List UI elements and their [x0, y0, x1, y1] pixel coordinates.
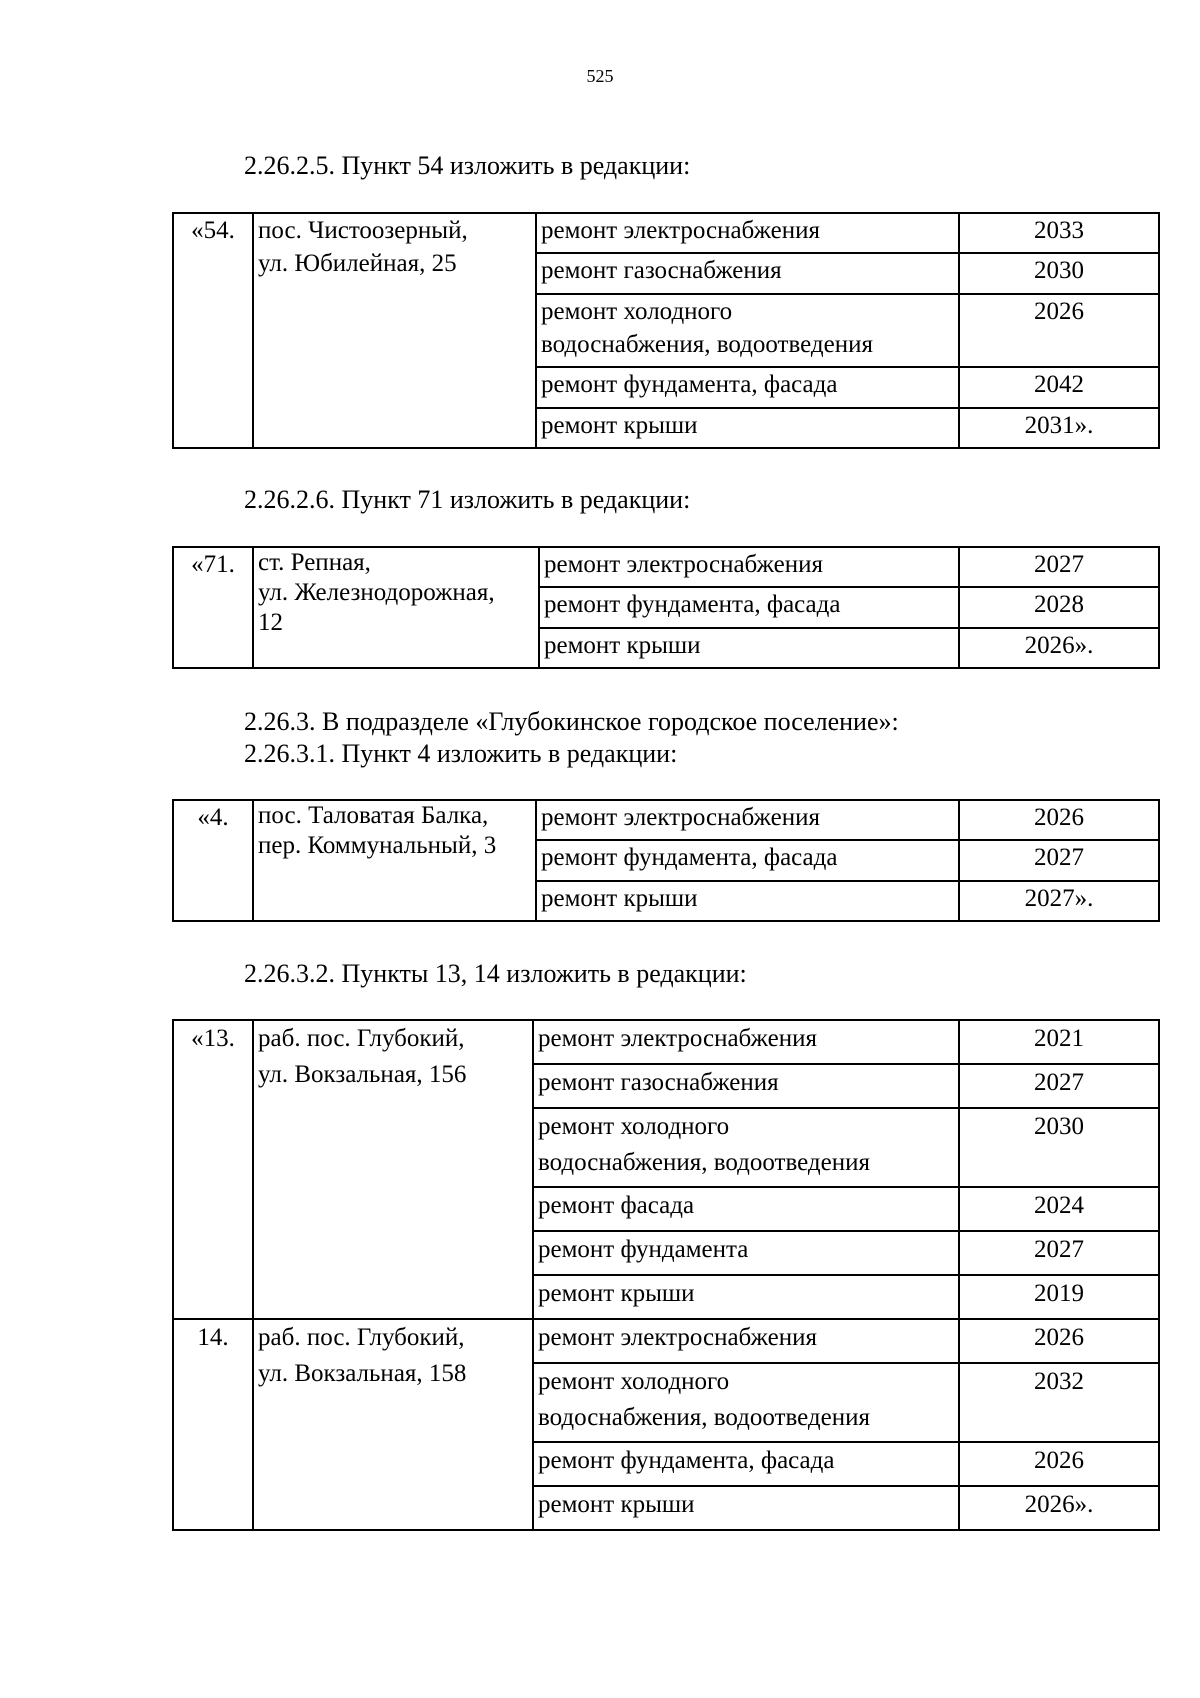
section-4-heading: 2.26.3.2. Пункты 13, 14 изложить в редакции:: [244, 959, 747, 988]
work-name: ремонт фундамента, фасада: [536, 840, 959, 881]
work-name: ремонт газоснабжения: [533, 1064, 959, 1108]
item-number: «71.: [173, 547, 253, 668]
work-year: 2019: [959, 1275, 1159, 1319]
work-year: 2027: [959, 840, 1159, 881]
work-name: ремонт электроснабжения: [536, 800, 959, 840]
work-year: 2028: [959, 587, 1159, 628]
address-line: пер. Коммунальный, 3: [258, 832, 497, 859]
work-year: 2026: [959, 1442, 1159, 1486]
work-name: ремонт крыши: [536, 408, 959, 448]
work-year: 2033: [959, 213, 1159, 253]
work-name-line: ремонт холодного: [541, 298, 733, 325]
section-4-table: [172, 1019, 1160, 1531]
item-number: «13.: [173, 1020, 253, 1319]
address-cell: [253, 1020, 533, 1319]
work-name: ремонт крыши: [533, 1486, 959, 1530]
table-row: [173, 800, 1159, 840]
work-year: 2032: [959, 1363, 1159, 1442]
work-name: ремонт фундамента: [533, 1231, 959, 1275]
work-name: ремонт электроснабжения: [536, 213, 959, 253]
work-year: 2027: [959, 1064, 1159, 1108]
address-line: пос. Таловатая Балка,: [258, 802, 489, 829]
address-line: ул. Юбилейная, 25: [258, 250, 457, 277]
address-cell: [253, 800, 536, 921]
work-name: ремонт фундамента, фасада: [539, 587, 959, 628]
section-3-heading: 2.26.3. В подразделе «Глубокинское городское поселение»:: [244, 707, 899, 736]
section-1-heading: 2.26.2.5. Пункт 54 изложить в редакции:: [244, 151, 691, 180]
work-name: ремонт крыши: [536, 881, 959, 921]
work-year: 2030: [959, 253, 1159, 294]
table-row: [173, 547, 1159, 587]
section-2-heading: 2.26.2.6. Пункт 71 изложить в редакции:: [244, 485, 691, 514]
address-line: ул. Вокзальная, 156: [258, 1061, 467, 1088]
work-name-line: водоснабжения, водоотведения: [538, 1404, 870, 1431]
page-number: 525: [586, 66, 614, 86]
work-year: 2030: [959, 1108, 1159, 1187]
address-line: пос. Чистоозерный,: [258, 217, 468, 244]
work-name-line: водоснабжения, водоотведения: [538, 1149, 870, 1176]
table-row: [173, 1020, 1159, 1064]
work-name: ремонт крыши: [533, 1275, 959, 1319]
address-cell: [253, 547, 539, 668]
item-number: «54.: [173, 213, 253, 448]
address-line: раб. пос. Глубокий,: [258, 1324, 465, 1351]
work-name: ремонт газоснабжения: [536, 253, 959, 294]
work-name: [533, 1363, 959, 1442]
work-year: 2026: [959, 294, 1159, 367]
section-3-subheading: 2.26.3.1. Пункт 4 изложить в редакции:: [244, 739, 678, 768]
work-name: ремонт фундамента, фасада: [533, 1442, 959, 1486]
work-name: ремонт фундамента, фасада: [536, 367, 959, 408]
address-line: ст. Репная,: [258, 549, 371, 576]
address-cell: [253, 1319, 533, 1530]
work-year: 2026: [959, 1319, 1159, 1363]
section-1-table: [172, 212, 1160, 449]
section-3-table: [172, 799, 1160, 922]
work-year: 2031».: [959, 408, 1159, 448]
work-name: ремонт электроснабжения: [533, 1319, 959, 1363]
table-row: [173, 213, 1159, 253]
work-year: 2042: [959, 367, 1159, 408]
work-year: 2026».: [959, 1486, 1159, 1530]
address-cell: [253, 213, 536, 448]
work-name-line: водоснабжения, водоотведения: [541, 331, 873, 358]
work-name: ремонт фасада: [533, 1187, 959, 1231]
work-year: 2026».: [959, 628, 1159, 668]
address-line: раб. пос. Глубокий,: [258, 1025, 465, 1052]
work-year: 2021: [959, 1020, 1159, 1064]
work-name: ремонт электроснабжения: [539, 547, 959, 587]
table-row: [173, 1319, 1159, 1363]
work-year: 2027: [959, 547, 1159, 587]
work-year: 2024: [959, 1187, 1159, 1231]
work-year: 2026: [959, 800, 1159, 840]
work-name: ремонт крыши: [539, 628, 959, 668]
item-number: «4.: [173, 800, 253, 921]
work-name: [533, 1108, 959, 1187]
work-name-line: ремонт холодного: [538, 1113, 730, 1140]
work-name: [536, 294, 959, 367]
address-line: ул. Вокзальная, 158: [258, 1360, 467, 1387]
section-2-table: [172, 546, 1160, 669]
work-name: ремонт электроснабжения: [533, 1020, 959, 1064]
address-line: ул. Железнодорожная,: [258, 579, 495, 606]
work-name-line: ремонт холодного: [538, 1368, 730, 1395]
work-year: 2027: [959, 1231, 1159, 1275]
work-year: 2027».: [959, 881, 1159, 921]
address-line: 12: [258, 609, 283, 636]
item-number: 14.: [173, 1319, 253, 1530]
